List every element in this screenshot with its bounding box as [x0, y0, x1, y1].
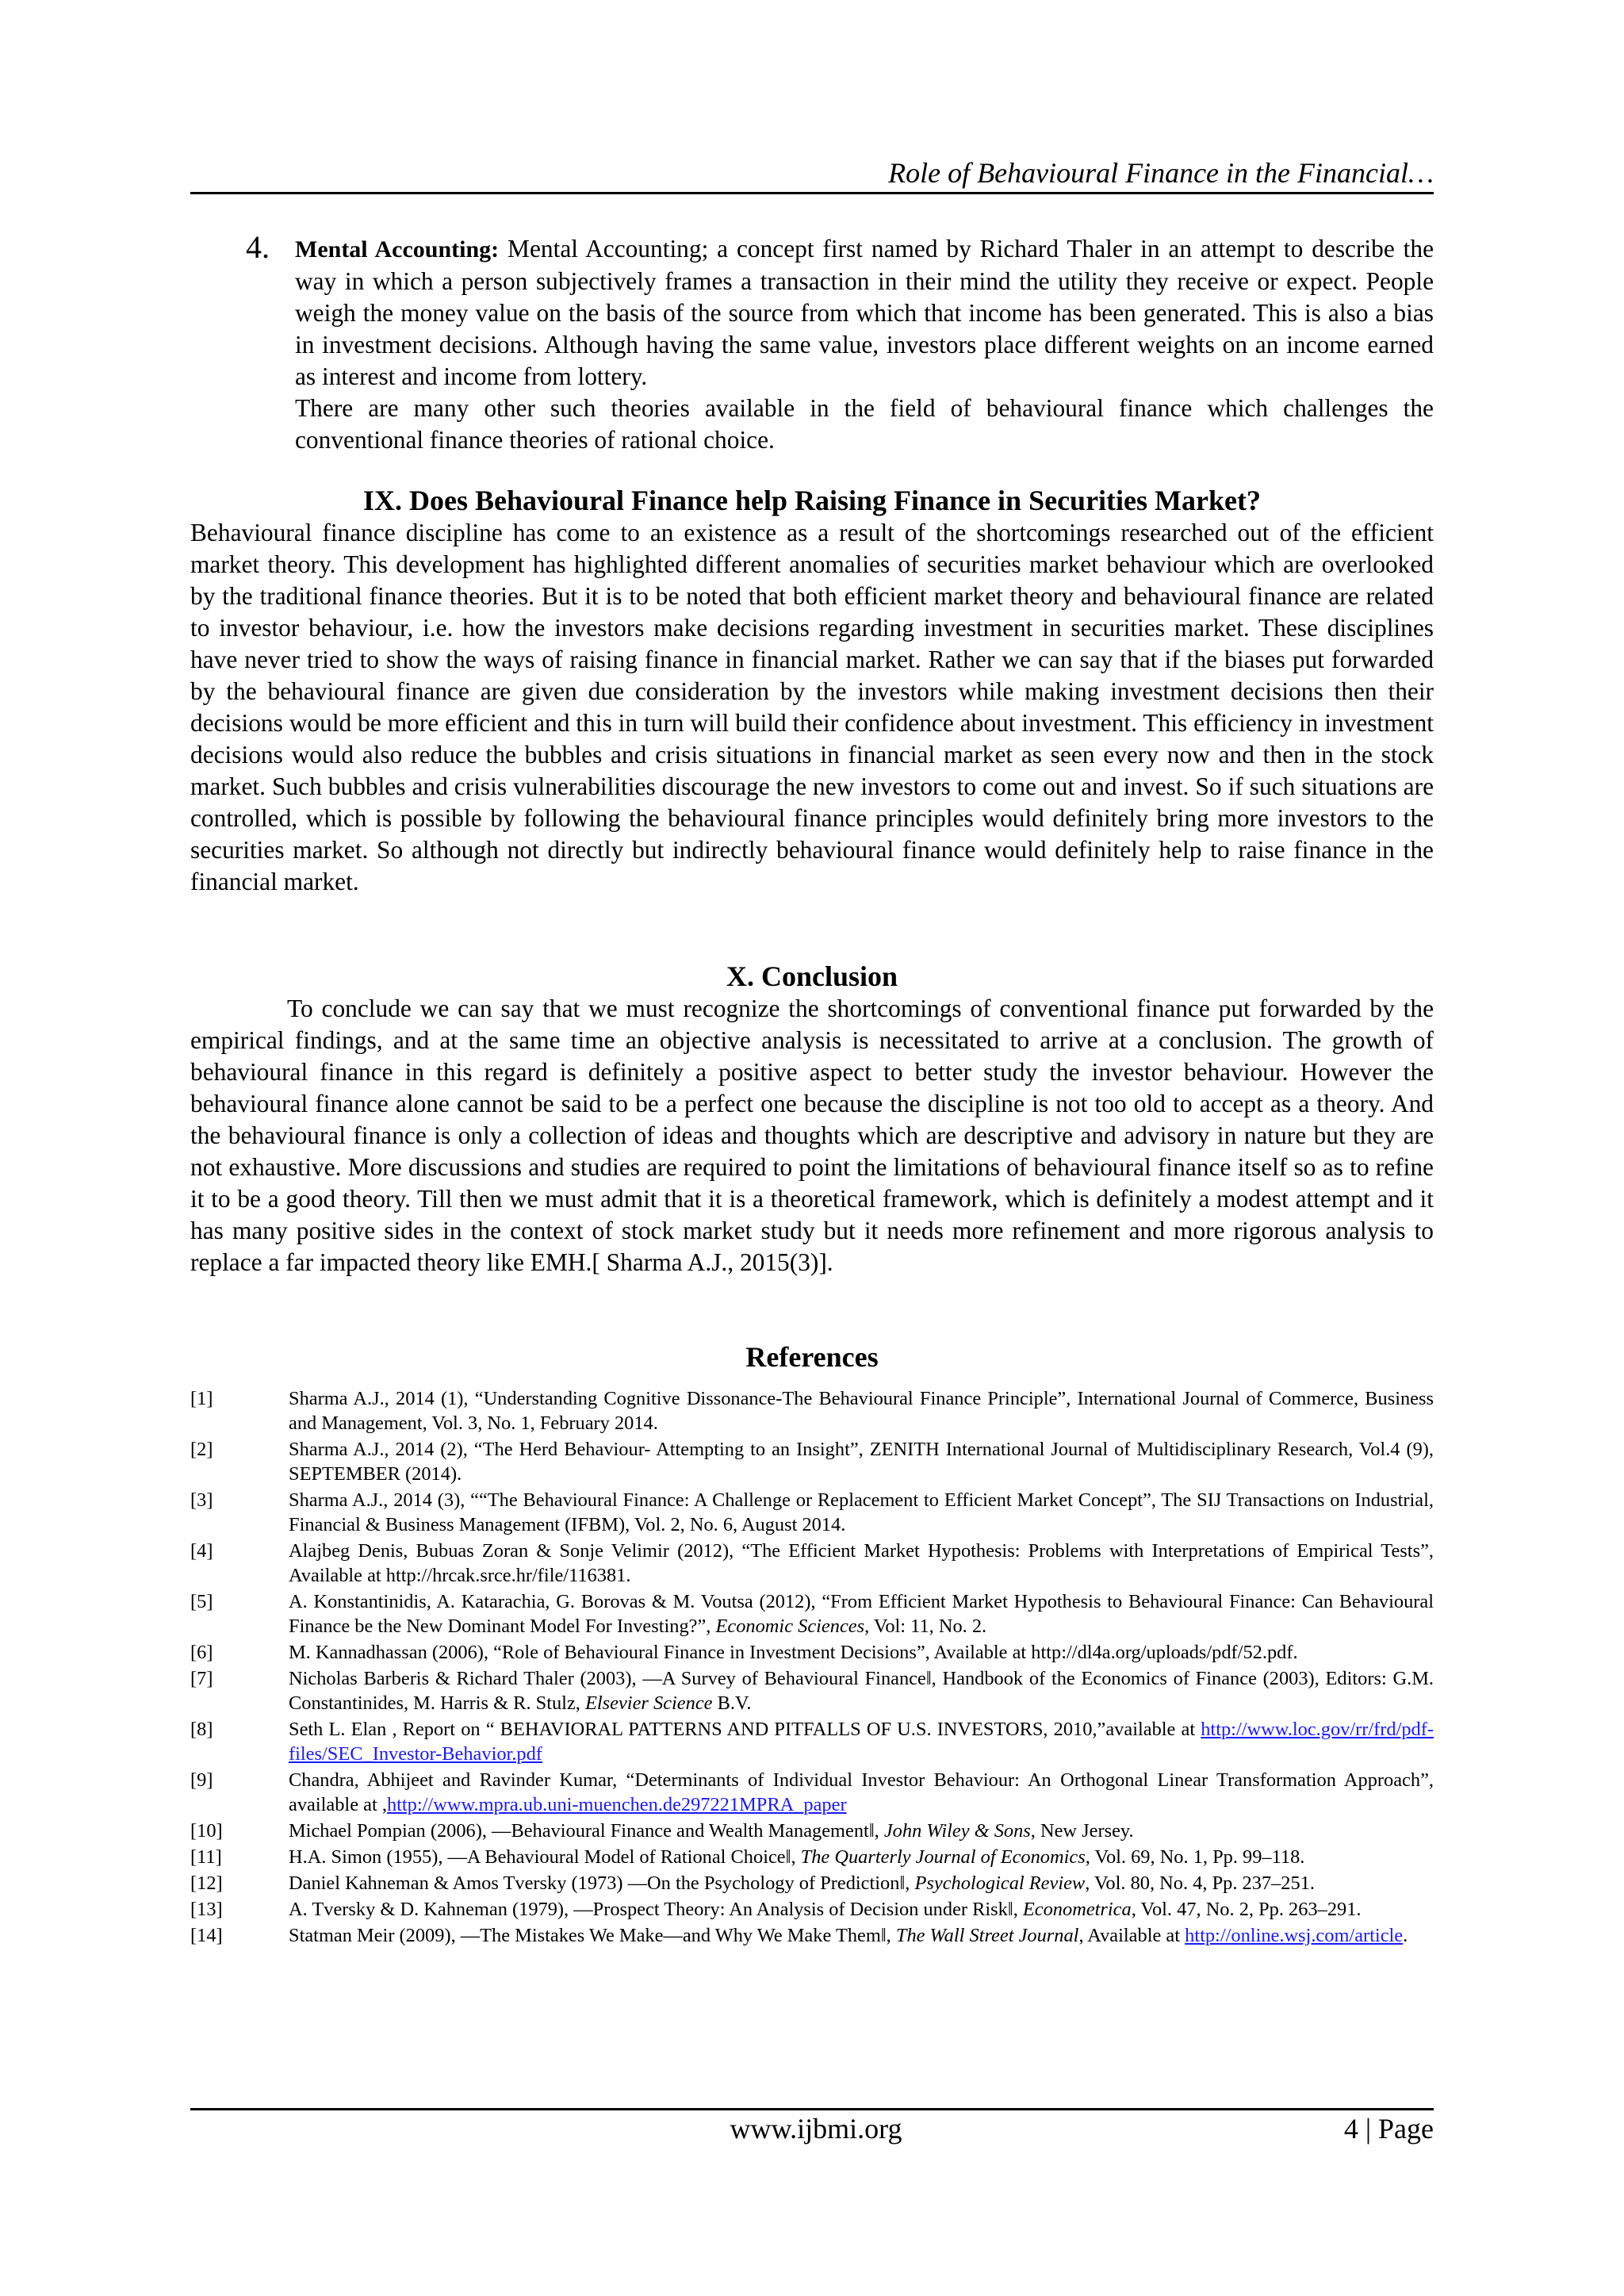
reference-journal: The Quarterly Journal of Economics — [800, 1846, 1086, 1868]
references-list — [190, 1386, 1434, 1948]
reference-text-part: , Vol. 47, No. 2, Pp. 263–291. — [1131, 1899, 1362, 1920]
reference-journal: The Wall Street Journal — [895, 1925, 1079, 1946]
reference-item — [190, 1488, 1434, 1537]
list-item-mental-accounting — [190, 229, 1434, 456]
reference-item — [190, 1640, 1434, 1665]
reference-item — [190, 1845, 1434, 1869]
reference-number: [1] — [190, 1388, 213, 1409]
reference-item — [190, 1897, 1434, 1922]
reference-text-part: , Vol: 11, No. 2. — [864, 1616, 987, 1637]
reference-item — [190, 1768, 1434, 1817]
reference-number: [4] — [190, 1540, 213, 1562]
footer-rule — [190, 2108, 1434, 2110]
reference-number: [6] — [190, 1642, 213, 1663]
reference-text-part: , New Jersey. — [1030, 1820, 1134, 1842]
reference-text-part: , — [381, 1794, 387, 1815]
reference-number: [3] — [190, 1489, 213, 1511]
section-heading-conclusion: X. Conclusion — [726, 960, 898, 992]
reference-item — [190, 1437, 1434, 1486]
reference-text-part: Michael Pompian (2006), ―Behavioural Finance and Wealth Management‖, — [289, 1820, 884, 1842]
reference-item — [190, 1666, 1434, 1715]
reference-link[interactable]: http://www.loc.gov/rr/frd/pdf-files/SEC_Investor-Behavior.pdf — [289, 1719, 1434, 1765]
list-item-continuation: There are many other such theories available in the field of behavioural finance which challenges the conventional finance theories of rational choice. — [295, 394, 1434, 454]
reference-text-part: A. Tversky & D. Kahneman (1979), ―Prospect Theory: An Analysis of Decision under Risk‖, — [289, 1899, 1023, 1920]
reference-text: Sharma A.J., 2014 (2), “The Herd Behaviour- Attempting to an Insight”, ZENITH International Journal of Multidisciplinary Research, Vol.4 (9), SEPTEMBER (2014). — [289, 1439, 1434, 1485]
reference-text — [289, 1819, 1434, 1843]
reference-link[interactable]: http://online.wsj.com/article — [1185, 1925, 1404, 1946]
reference-text — [289, 1845, 1434, 1869]
term-definition: Mental Accounting; a concept first named by Richard Thaler in an attempt to describe the way in which a person subjectively frames a transaction in their mind the utility they receive or expect. People weigh the money value on the basis of the source from which that income has been generated. This is also a bias in investment decisions. Although having the same value, investors place different weights on an income earned as interest and income from lottery. — [295, 235, 1434, 390]
references-heading: References — [745, 1341, 879, 1373]
reference-text-part: . — [1403, 1925, 1408, 1946]
reference-text — [289, 1897, 1434, 1922]
reference-number: [14] — [190, 1925, 223, 1946]
reference-journal: Psychological Review — [914, 1872, 1086, 1894]
reference-journal: John Wiley & Sons — [883, 1820, 1031, 1842]
header-rule — [190, 192, 1434, 194]
reference-item — [190, 1819, 1434, 1843]
reference-text-part: , Vol. 69, No. 1, Pp. 99–118. — [1085, 1846, 1305, 1868]
reference-item — [190, 1386, 1434, 1435]
reference-journal: Econometrica — [1022, 1899, 1132, 1920]
reference-text: Alajbeg Denis, Bubuas Zoran & Sonje Velimir (2012), “The Efficient Market Hypothesis: Problems with Interpretations of Empirical Tests”, Available at http://hrcak.srce.hr/file/116381. — [289, 1540, 1434, 1586]
reference-text — [289, 1666, 1434, 1715]
reference-text-part: , Vol. 80, No. 4, Pp. 237–251. — [1085, 1872, 1315, 1894]
reference-text — [289, 1589, 1434, 1639]
list-item-body — [295, 233, 1434, 456]
list-item-paragraph — [295, 233, 1434, 393]
reference-text-part: Chandra, Abhijeet and Ravinder Kumar, “Determinants of Individual Investor Behaviour: An Orthogonal Linear Transformation Approach”, available at — [289, 1769, 1434, 1815]
term-label: Mental Accounting: — [295, 236, 500, 263]
running-title: Role of Behavioural Finance in the Financial… — [888, 157, 1434, 189]
reference-text: M. Kannadhassan (2006), “Role of Behavioural Finance in Investment Decisions”, Available at http://dl4a.org/uploads/pdf/52.pdf. — [289, 1642, 1298, 1663]
reference-number: [8] — [190, 1719, 213, 1740]
reference-number: [7] — [190, 1668, 213, 1689]
footer-page-number: 4 | Page — [1343, 2113, 1434, 2145]
reference-journal: Elsevier Science — [584, 1692, 713, 1714]
section-ix-paragraph: Behavioural finance discipline has come to an existence as a result of the shortcomings researched out of the efficient market theory. This development has highlighted different anomalies of securities market behaviour which are overlooked by the traditional finance theories. But it is to be noted that both efficient market theory and behavioural finance are related to investor behaviour, i.e. how the investors make decisions regarding investment in securities market. These disciplines have never tried to show the ways of raising finance in financial market. Rather we can say that if the biases put forwarded by the behavioural finance are given due consideration by the investors while making investment decisions then their decisions would be more efficient and this in turn will build their confidence about investment. This efficiency in investment decisions would also reduce the bubbles and crisis situations in financial market as seen every now and then in the stock market. Such bubbles and crisis vulnerabilities discourage the new investors to come out and invest. So if such situations are controlled, which is possible by following the behavioural finance principles would definitely bring more investors to the securities market. So although not directly but indirectly behavioural finance would definitely help to raise finance in the financial market. — [190, 519, 1434, 895]
section-heading-ix: IX. Does Behavioural Finance help Raising Finance in Securities Market? — [363, 485, 1261, 516]
reference-text-part: Nicholas Barberis & Richard Thaler (2003), ―A Survey of Behavioural Finance‖, Handbook of the Economics of Finance (2003), Editors: G.M. Constantinides, M. Harris & R. Stulz, — [289, 1668, 1434, 1714]
reference-text — [289, 1717, 1434, 1766]
reference-journal: Economic Sciences — [715, 1616, 865, 1637]
reference-number: [13] — [190, 1899, 223, 1920]
reference-item — [190, 1589, 1434, 1639]
reference-link[interactable]: http://www.mpra.ub.uni-muenchen.de297221MPRA_paper — [386, 1794, 847, 1815]
reference-text-part: A. Konstantinidis, A. Katarachia, G. Borovas & M. Voutsa (2012), “From Efficient Market Hypothesis to Behavioural Finance: Can Behavioural Finance be the New Dominant Model For Investing?”, — [289, 1591, 1434, 1637]
reference-text — [289, 1871, 1434, 1895]
reference-text-part: Daniel Kahneman & Amos Tversky (1973) ―On the Psychology of Prediction‖, — [289, 1872, 915, 1894]
list-item-number: 4. — [246, 229, 270, 265]
reference-text-part: Statman Meir (2009), ―The Mistakes We Make—and Why We Make Them‖, — [289, 1925, 896, 1946]
reference-item — [190, 1539, 1434, 1588]
reference-number: [10] — [190, 1820, 223, 1842]
reference-text — [289, 1768, 1434, 1817]
conclusion-paragraph: To conclude we can say that we must recognize the shortcomings of conventional finance put forwarded by the empirical findings, and at the same time an objective analysis is necessitated to arrive at a conclusion. The growth of behavioural finance in this regard is definitely a positive aspect to better study the investor behaviour. However the behavioural finance alone cannot be said to be a perfect one because the discipline is not too old to accept as a theory. And the behavioural finance is only a collection of ideas and thoughts which are descriptive and advisory in nature but they are not exhaustive. More discussions and studies are required to point the limitations of behavioural finance itself so as to refine it to be a good theory. Till then we must admit that it is a theoretical framework, which is definitely a modest attempt and it has many positive sides in the context of stock market study but it needs more refinement and more rigorous analysis to replace a far impacted theory like EMH.[ Sharma A.J., 2015(3)]. — [190, 995, 1434, 1276]
reference-text-part: B.V. — [712, 1692, 752, 1714]
reference-text — [289, 1923, 1434, 1948]
reference-number: [12] — [190, 1872, 223, 1894]
footer-website: www.ijbmi.org — [730, 2113, 902, 2145]
reference-text-part: Seth L. Elan , Report on “ BEHAVIORAL PATTERNS AND PITFALLS OF U.S. INVESTORS, 2010,”available at — [289, 1719, 1201, 1740]
reference-item — [190, 1717, 1434, 1766]
reference-number: [9] — [190, 1769, 213, 1791]
reference-text-part: H.A. Simon (1955), ―A Behavioural Model of Rational Choice‖, — [289, 1846, 801, 1868]
reference-number: [2] — [190, 1439, 213, 1460]
reference-text-part: , Available at — [1078, 1925, 1185, 1946]
reference-item — [190, 1871, 1434, 1895]
reference-item — [190, 1923, 1434, 1948]
reference-number: [11] — [190, 1846, 222, 1868]
reference-text: Sharma A.J., 2014 (3), ““The Behavioural Finance: A Challenge or Replacement to Efficient Market Concept”, The SIJ Transactions on Industrial, Financial & Business Management (IFBM), Vol. 2, No. 6, August 2014. — [289, 1489, 1434, 1535]
reference-number: [5] — [190, 1591, 213, 1612]
reference-text: Sharma A.J., 2014 (1), “Understanding Cognitive Dissonance-The Behavioural Finance Principle”, International Journal of Commerce, Business and Management, Vol. 3, No. 1, February 2014. — [289, 1388, 1434, 1434]
